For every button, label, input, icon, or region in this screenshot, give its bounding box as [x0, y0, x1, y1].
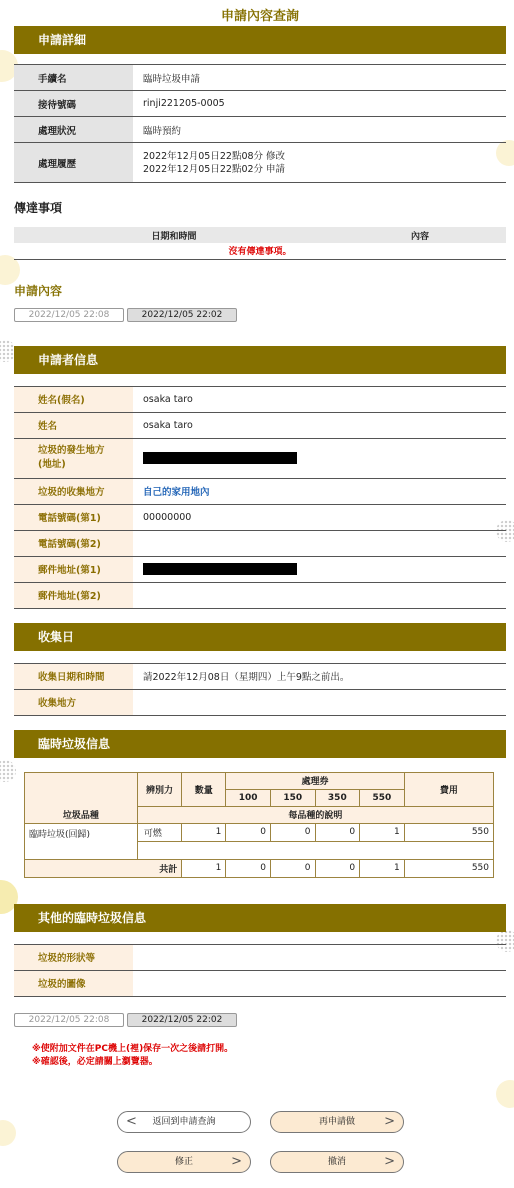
chevron-left-icon: < [126, 1114, 137, 1129]
table-row [25, 823, 494, 841]
applicant-value: osaka taro [133, 412, 506, 438]
messages-title: 傳達事項 [14, 201, 63, 215]
applicant-table [14, 386, 506, 609]
col-fee: 費用 [404, 772, 493, 806]
collection-label: 收集日期和時間 [14, 663, 133, 689]
applicant-label: 姓名(假名) [14, 386, 133, 412]
label-line: (地址) [38, 459, 66, 470]
applicant-label: 姓名 [14, 412, 133, 438]
applicant-label: 郵件地址(第2) [14, 582, 133, 608]
item-t350: 0 [315, 823, 360, 841]
item-sort: 可燃 [137, 823, 181, 841]
button-label: 返回到申請查詢 [152, 1117, 216, 1127]
item-qty: 1 [182, 823, 226, 841]
image-version-tabs [14, 1013, 506, 1027]
applicant-value [133, 530, 506, 556]
detail-value [133, 143, 506, 183]
tab-image-latest[interactable]: 2022/12/05 22:08 [14, 1013, 124, 1027]
other-value [133, 970, 506, 996]
applicant-label: 電話號碼(第1) [14, 504, 133, 530]
table-row [14, 143, 506, 183]
history-line: 2022年12月05日22點08分 修改 [143, 150, 286, 162]
table-row [14, 944, 506, 970]
table-row [14, 970, 506, 996]
table-row [14, 478, 506, 504]
total-t550: 1 [360, 859, 405, 877]
total-label: 共計 [25, 859, 182, 877]
note-close: ※確認後，必定請關上瀏覽器。 [32, 1056, 158, 1067]
col-qty: 數量 [182, 772, 226, 806]
chevron-right-icon: > [384, 1154, 395, 1169]
col-sort: 辨別力 [137, 772, 181, 806]
button-label: 撤消 [327, 1157, 346, 1167]
collection-place-link[interactable]: 自己的家用地內 [143, 487, 210, 498]
table-row [14, 556, 506, 582]
collection-value: 請2022年12月08日（星期四）上午9點之前出。 [133, 663, 506, 689]
detail-value: 臨時預約 [133, 117, 506, 143]
col-desc: 每品種的說明 [137, 806, 493, 823]
total-row [25, 859, 494, 877]
applicant-label: 郵件地址(第1) [14, 556, 133, 582]
detail-label: 接待號碼 [14, 91, 133, 117]
item-t550: 1 [360, 823, 405, 841]
applicant-value [133, 438, 506, 478]
item-desc [137, 841, 493, 859]
other-table [14, 944, 506, 997]
item-fee: 550 [404, 823, 493, 841]
table-row [14, 117, 506, 143]
table-row [14, 91, 506, 117]
other-header: 其他的臨時垃圾信息 [14, 904, 506, 932]
redacted-block [143, 563, 297, 575]
detail-value: 臨時垃圾申請 [133, 65, 506, 91]
table-row [14, 412, 506, 438]
item-t100: 0 [226, 823, 271, 841]
table-row [14, 438, 506, 478]
chevron-right-icon: > [231, 1154, 242, 1169]
back-to-search-button[interactable] [117, 1111, 251, 1133]
detail-label: 手續名 [14, 65, 133, 91]
label-line: 垃圾的發生地方 [38, 445, 105, 456]
applicant-label: 垃圾的收集地方 [14, 478, 133, 504]
total-qty: 1 [182, 859, 226, 877]
table-row [14, 663, 506, 689]
applicant-label [14, 438, 133, 478]
cancel-button[interactable] [270, 1151, 404, 1173]
redacted-block [143, 452, 297, 464]
tab-version-latest[interactable]: 2022/12/05 22:08 [14, 308, 124, 322]
tab-image-original[interactable]: 2022/12/05 22:02 [127, 1013, 237, 1027]
history-line: 2022年12月05日22點02分 申請 [143, 163, 286, 175]
button-label: 再申請做 [318, 1117, 355, 1127]
col-tickets: 處理券 [226, 772, 404, 789]
col-ticket-150: 150 [270, 789, 315, 806]
applicant-value: 00000000 [133, 504, 506, 530]
table-row [14, 530, 506, 556]
applicant-value: osaka taro [133, 386, 506, 412]
col-content: 內容 [334, 227, 506, 243]
col-ticket-550: 550 [360, 789, 405, 806]
button-label: 修正 [174, 1157, 193, 1167]
garbage-table [24, 772, 494, 878]
table-row [14, 65, 506, 91]
table-row [14, 582, 506, 608]
table-row [14, 386, 506, 412]
col-datetime: 日期和時間 [14, 227, 334, 243]
total-fee: 550 [404, 859, 493, 877]
col-item: 垃圾品種 [25, 772, 138, 823]
reapply-button[interactable] [270, 1111, 404, 1133]
tab-version-original[interactable]: 2022/12/05 22:02 [127, 308, 237, 322]
table-row [14, 689, 506, 715]
garbage-header: 臨時垃圾信息 [14, 730, 506, 758]
applicant-value [133, 478, 506, 504]
detail-value: rinji221205-0005 [133, 91, 506, 117]
item-t150: 0 [270, 823, 315, 841]
messages-table [14, 227, 506, 260]
applicant-value [133, 556, 506, 582]
total-t150: 0 [270, 859, 315, 877]
total-t100: 0 [226, 859, 271, 877]
applicant-header: 申請者信息 [14, 346, 506, 374]
other-value [133, 944, 506, 970]
page-title: 申請內容查詢 [220, 9, 299, 24]
collection-label: 收集地方 [14, 689, 133, 715]
item-name: 臨時垃圾(回歸) [25, 823, 138, 859]
collection-value [133, 689, 506, 715]
collection-header: 收集日 [14, 623, 506, 651]
other-label: 垃圾的圖像 [14, 970, 133, 996]
details-table [14, 64, 506, 183]
applicant-value [133, 582, 506, 608]
detail-label: 處理履歷 [14, 143, 133, 183]
note-save: ※使附加文件在PC機上(裡)保存一次之後請打開。 [32, 1043, 234, 1054]
version-tabs [14, 308, 506, 322]
application-title: 申請內容 [14, 283, 63, 298]
modify-button[interactable] [117, 1151, 251, 1173]
details-header: 申請詳細 [14, 26, 506, 54]
table-row [14, 504, 506, 530]
other-label: 垃圾的形狀等 [14, 944, 133, 970]
total-t350: 0 [315, 859, 360, 877]
detail-label: 處理狀況 [14, 117, 133, 143]
collection-table [14, 663, 506, 716]
no-messages: 沒有傳達事項。 [14, 243, 506, 259]
applicant-label: 電話號碼(第2) [14, 530, 133, 556]
col-ticket-100: 100 [226, 789, 271, 806]
col-ticket-350: 350 [315, 789, 360, 806]
chevron-right-icon: > [384, 1114, 395, 1129]
